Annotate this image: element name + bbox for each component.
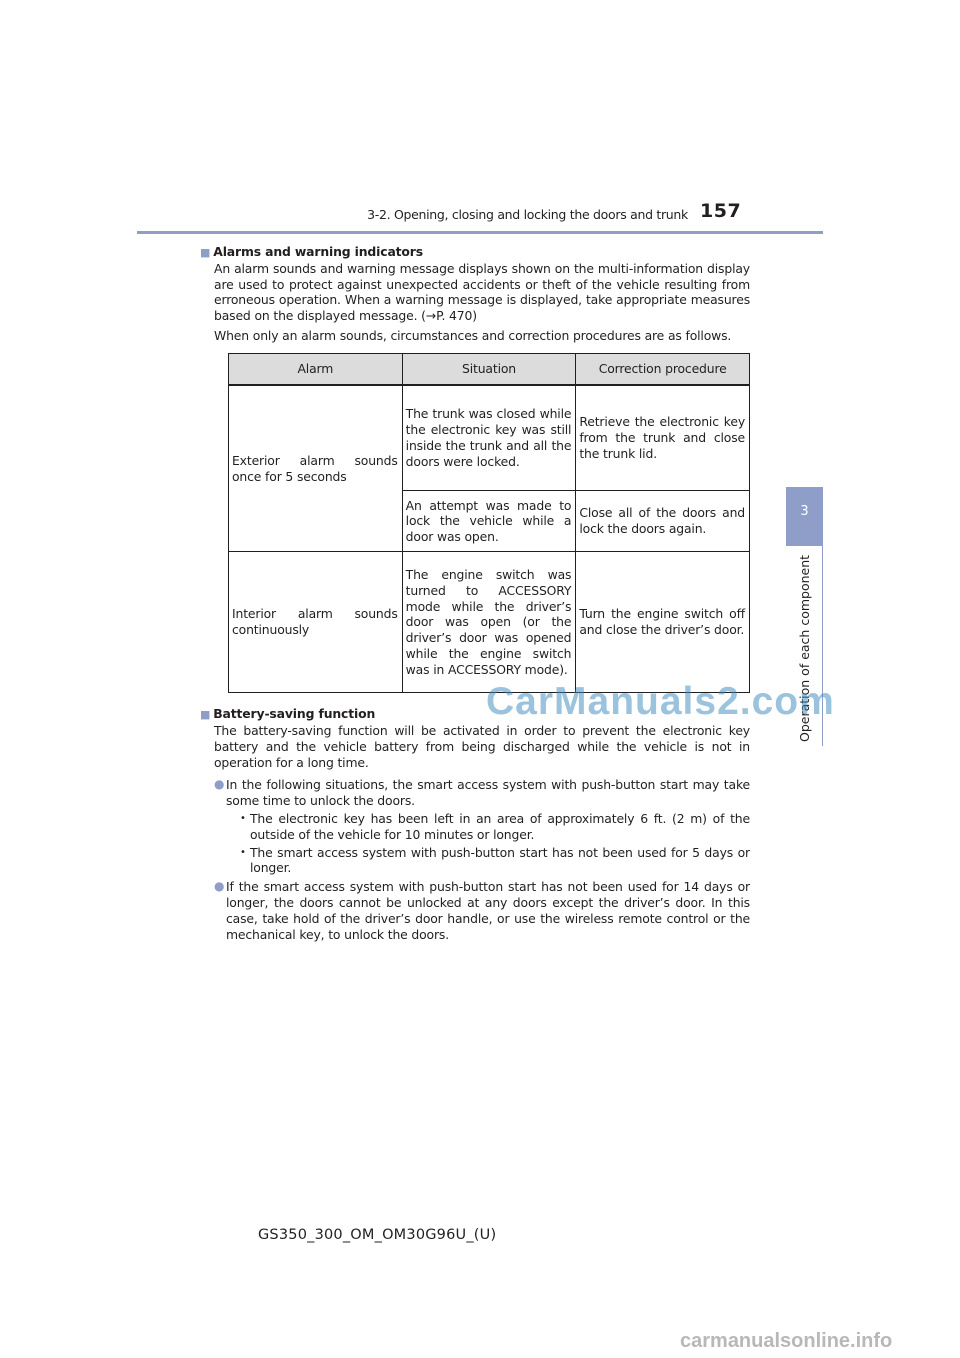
table-header-row xyxy=(229,353,750,385)
column-header-alarm: Alarm xyxy=(229,353,403,385)
section-heading-alarms: ■ Alarms and warning indicators xyxy=(200,244,423,259)
alarm-cell: Exterior alarm sounds once for 5 seconds xyxy=(229,385,403,552)
list-item xyxy=(214,879,750,942)
document-code: GS350_300_OM_OM30G96U_(U) xyxy=(258,1227,497,1243)
situation-cell: An attempt was made to lock the vehicle while a door was open. xyxy=(402,491,576,552)
bullet-text: In the following situations, the smart access system with push-button start may take some time to unlock the doors. xyxy=(226,777,750,809)
chapter-number: 3 xyxy=(800,504,809,519)
chapter-label: Operation of each component xyxy=(797,554,812,742)
page-number: 157 xyxy=(700,200,742,222)
alarm-table xyxy=(228,353,750,694)
sub-list-item xyxy=(240,845,750,877)
small-bullet-icon: • xyxy=(240,813,246,825)
round-bullet-icon: ● xyxy=(214,777,225,792)
sub-list-item xyxy=(240,811,750,843)
correction-cell: Close all of the doors and lock the doors again. xyxy=(576,491,750,552)
situation-cell: The engine switch was turned to ACCESSORY mode while the driver’s door was open (or the driver’s door was opened while the engine switch was in ACCESSORY mode). xyxy=(402,552,576,693)
running-header: 3-2. Opening, closing and locking the doors and trunk xyxy=(367,207,688,222)
small-bullet-icon: • xyxy=(240,846,246,858)
sub-bullet-text: The smart access system with push-button start has not been used for 5 days or longer. xyxy=(250,844,750,876)
correction-cell: Retrieve the electronic key from the trunk and close the trunk lid. xyxy=(576,385,750,491)
column-header-correction: Correction procedure xyxy=(576,353,750,385)
section-heading-battery: ■ Battery-saving function xyxy=(200,706,376,722)
header-divider xyxy=(137,231,823,234)
square-bullet-icon: ■ xyxy=(200,708,211,722)
battery-paragraph: The battery-saving function will be activated in order to prevent the electronic key battery and the vehicle battery from being discharged while the vehicle is not in operation for a long time. xyxy=(214,723,750,770)
sub-bullet-text: The electronic key has been left in an area of approximately 6 ft. (2 m) of the outside of the vehicle for 10 minutes or longer. xyxy=(250,811,750,842)
watermark-footer: carmanualsonline.info xyxy=(680,1330,893,1352)
correction-cell: Turn the engine switch off and close the driver’s door. xyxy=(576,552,750,693)
bullet-text: If the smart access system with push-button start has not been used for 14 days or longer, the doors cannot be unlocked at any doors except the driver’s door. In this case, take hold of the driver’s door handle, or use the wireless remote control or the mechanical key, to unlock the doors. xyxy=(226,879,750,942)
table-row xyxy=(229,385,750,491)
column-header-situation: Situation xyxy=(402,353,576,385)
alarm-cell: Interior alarm sounds continuously xyxy=(229,552,403,693)
situation-cell: The trunk was closed while the electronic key was still inside the trunk and all the doors were locked. xyxy=(402,385,576,491)
list-item xyxy=(214,777,750,809)
page-content xyxy=(200,244,750,942)
square-bullet-icon: ■ xyxy=(200,246,211,259)
alarms-paragraph: An alarm sounds and warning message displays shown on the multi-information display are used to protect against unexpected accidents or theft of the vehicle resulting from erroneous operation. When a warning message is displayed, take appropriate measures based on the displayed message. (→P. 470) xyxy=(214,260,750,324)
table-row xyxy=(229,552,750,693)
alarms-intro: When only an alarm sounds, circumstances and correction procedures are as follows. xyxy=(214,327,732,343)
watermark-logo: CarManuals2.com xyxy=(486,680,835,723)
round-bullet-icon: ● xyxy=(214,879,225,894)
